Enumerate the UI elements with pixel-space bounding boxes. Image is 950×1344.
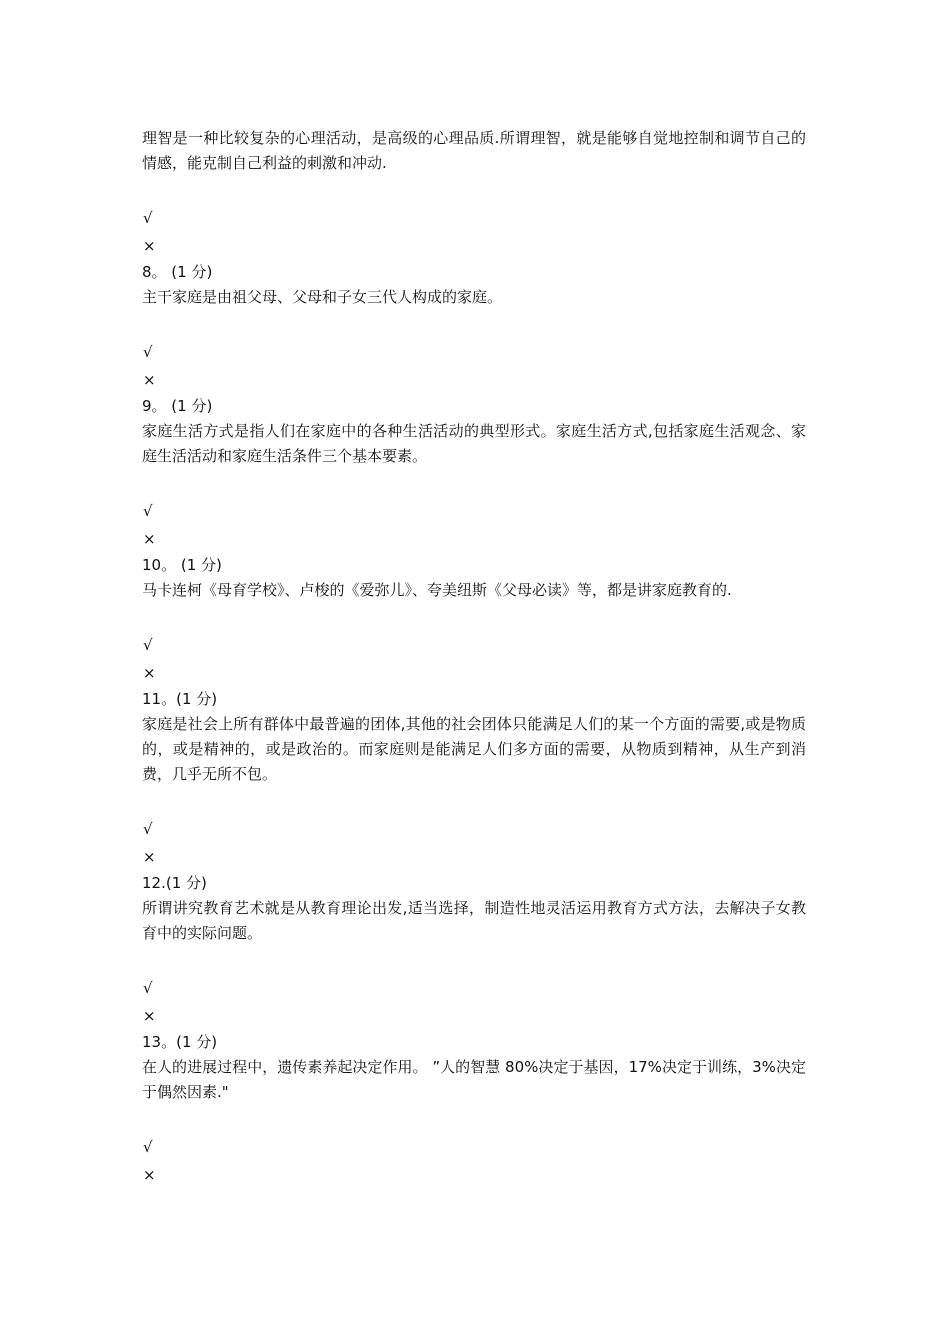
option-true[interactable] bbox=[142, 497, 806, 525]
question-header: 8。 (1 分) bbox=[142, 263, 213, 281]
option-false[interactable] bbox=[142, 843, 806, 871]
option-true[interactable] bbox=[142, 204, 806, 232]
cross-mark-icon[interactable]: × bbox=[143, 371, 156, 389]
question-11 bbox=[142, 687, 806, 871]
option-false[interactable] bbox=[142, 232, 806, 260]
option-true[interactable] bbox=[142, 974, 806, 1002]
question-text: 马卡连柯《母育学校》、卢梭的《爱弥儿》、夸美纽斯《父母必读》等，都是讲家庭教育的. bbox=[142, 581, 732, 599]
question-list bbox=[142, 126, 806, 1189]
question-10 bbox=[142, 553, 806, 687]
question-12 bbox=[142, 871, 806, 1030]
cross-mark-icon[interactable]: × bbox=[143, 1166, 156, 1184]
question-13 bbox=[142, 1030, 806, 1189]
question-text: 家庭是社会上所有群体中最普遍的团体,其他的社会团体只能满足人们的某一个方面的需要,或是物质的，或是精神的，或是政治的。而家庭则是能满足人们多方面的需要，从物质到精神，从生产到消费，几乎无所不包。 bbox=[142, 715, 806, 783]
question-text: 家庭生活方式是指人们在家庭中的各种生活活动的典型形式。家庭生活方式,包括家庭生活观念、家庭生活活动和家庭生活条件三个基本要素。 bbox=[142, 422, 806, 465]
question-header: 12.(1 分) bbox=[142, 874, 207, 892]
option-true[interactable] bbox=[142, 1133, 806, 1161]
option-false[interactable] bbox=[142, 1002, 806, 1030]
question-8 bbox=[142, 260, 806, 394]
check-mark-icon[interactable]: √ bbox=[143, 820, 153, 838]
question-header: 9。 (1 分) bbox=[142, 397, 213, 415]
option-false[interactable] bbox=[142, 366, 806, 394]
option-true[interactable] bbox=[142, 631, 806, 659]
cross-mark-icon[interactable]: × bbox=[143, 530, 156, 548]
question-7 bbox=[142, 126, 806, 260]
option-false[interactable] bbox=[142, 659, 806, 687]
option-false[interactable] bbox=[142, 1161, 806, 1189]
question-text: 所谓讲究教育艺术就是从教育理论出发,适当选择，制造性地灵活运用教育方式方法，去解决子女教育中的实际问题。 bbox=[142, 899, 806, 942]
check-mark-icon[interactable]: √ bbox=[143, 979, 153, 997]
check-mark-icon[interactable]: √ bbox=[143, 1138, 153, 1156]
check-mark-icon[interactable]: √ bbox=[143, 343, 153, 361]
cross-mark-icon[interactable]: × bbox=[143, 664, 156, 682]
question-header: 11。(1 分) bbox=[142, 690, 218, 708]
question-header: 10。 (1 分) bbox=[142, 556, 222, 574]
check-mark-icon[interactable]: √ bbox=[143, 209, 153, 227]
question-text: 理智是一种比较复杂的心理活动，是高级的心理品质.所谓理智，就是能够自觉地控制和调节自己的情感，能克制自己利益的刺激和冲动. bbox=[142, 129, 806, 172]
cross-mark-icon[interactable]: × bbox=[143, 237, 156, 255]
cross-mark-icon[interactable]: × bbox=[143, 1007, 156, 1025]
option-true[interactable] bbox=[142, 338, 806, 366]
question-9 bbox=[142, 394, 806, 553]
question-text: 主干家庭是由祖父母、父母和子女三代人构成的家庭。 bbox=[142, 288, 503, 306]
check-mark-icon[interactable]: √ bbox=[143, 636, 153, 654]
cross-mark-icon[interactable]: × bbox=[143, 848, 156, 866]
check-mark-icon[interactable]: √ bbox=[143, 502, 153, 520]
question-text: 在人的进展过程中，遗传素养起决定作用。 ”人的智慧 80%决定于基因，17%决定于训练，3%决定于偶然因素." bbox=[142, 1058, 806, 1101]
option-true[interactable] bbox=[142, 815, 806, 843]
question-header: 13。(1 分) bbox=[142, 1033, 218, 1051]
option-false[interactable] bbox=[142, 525, 806, 553]
